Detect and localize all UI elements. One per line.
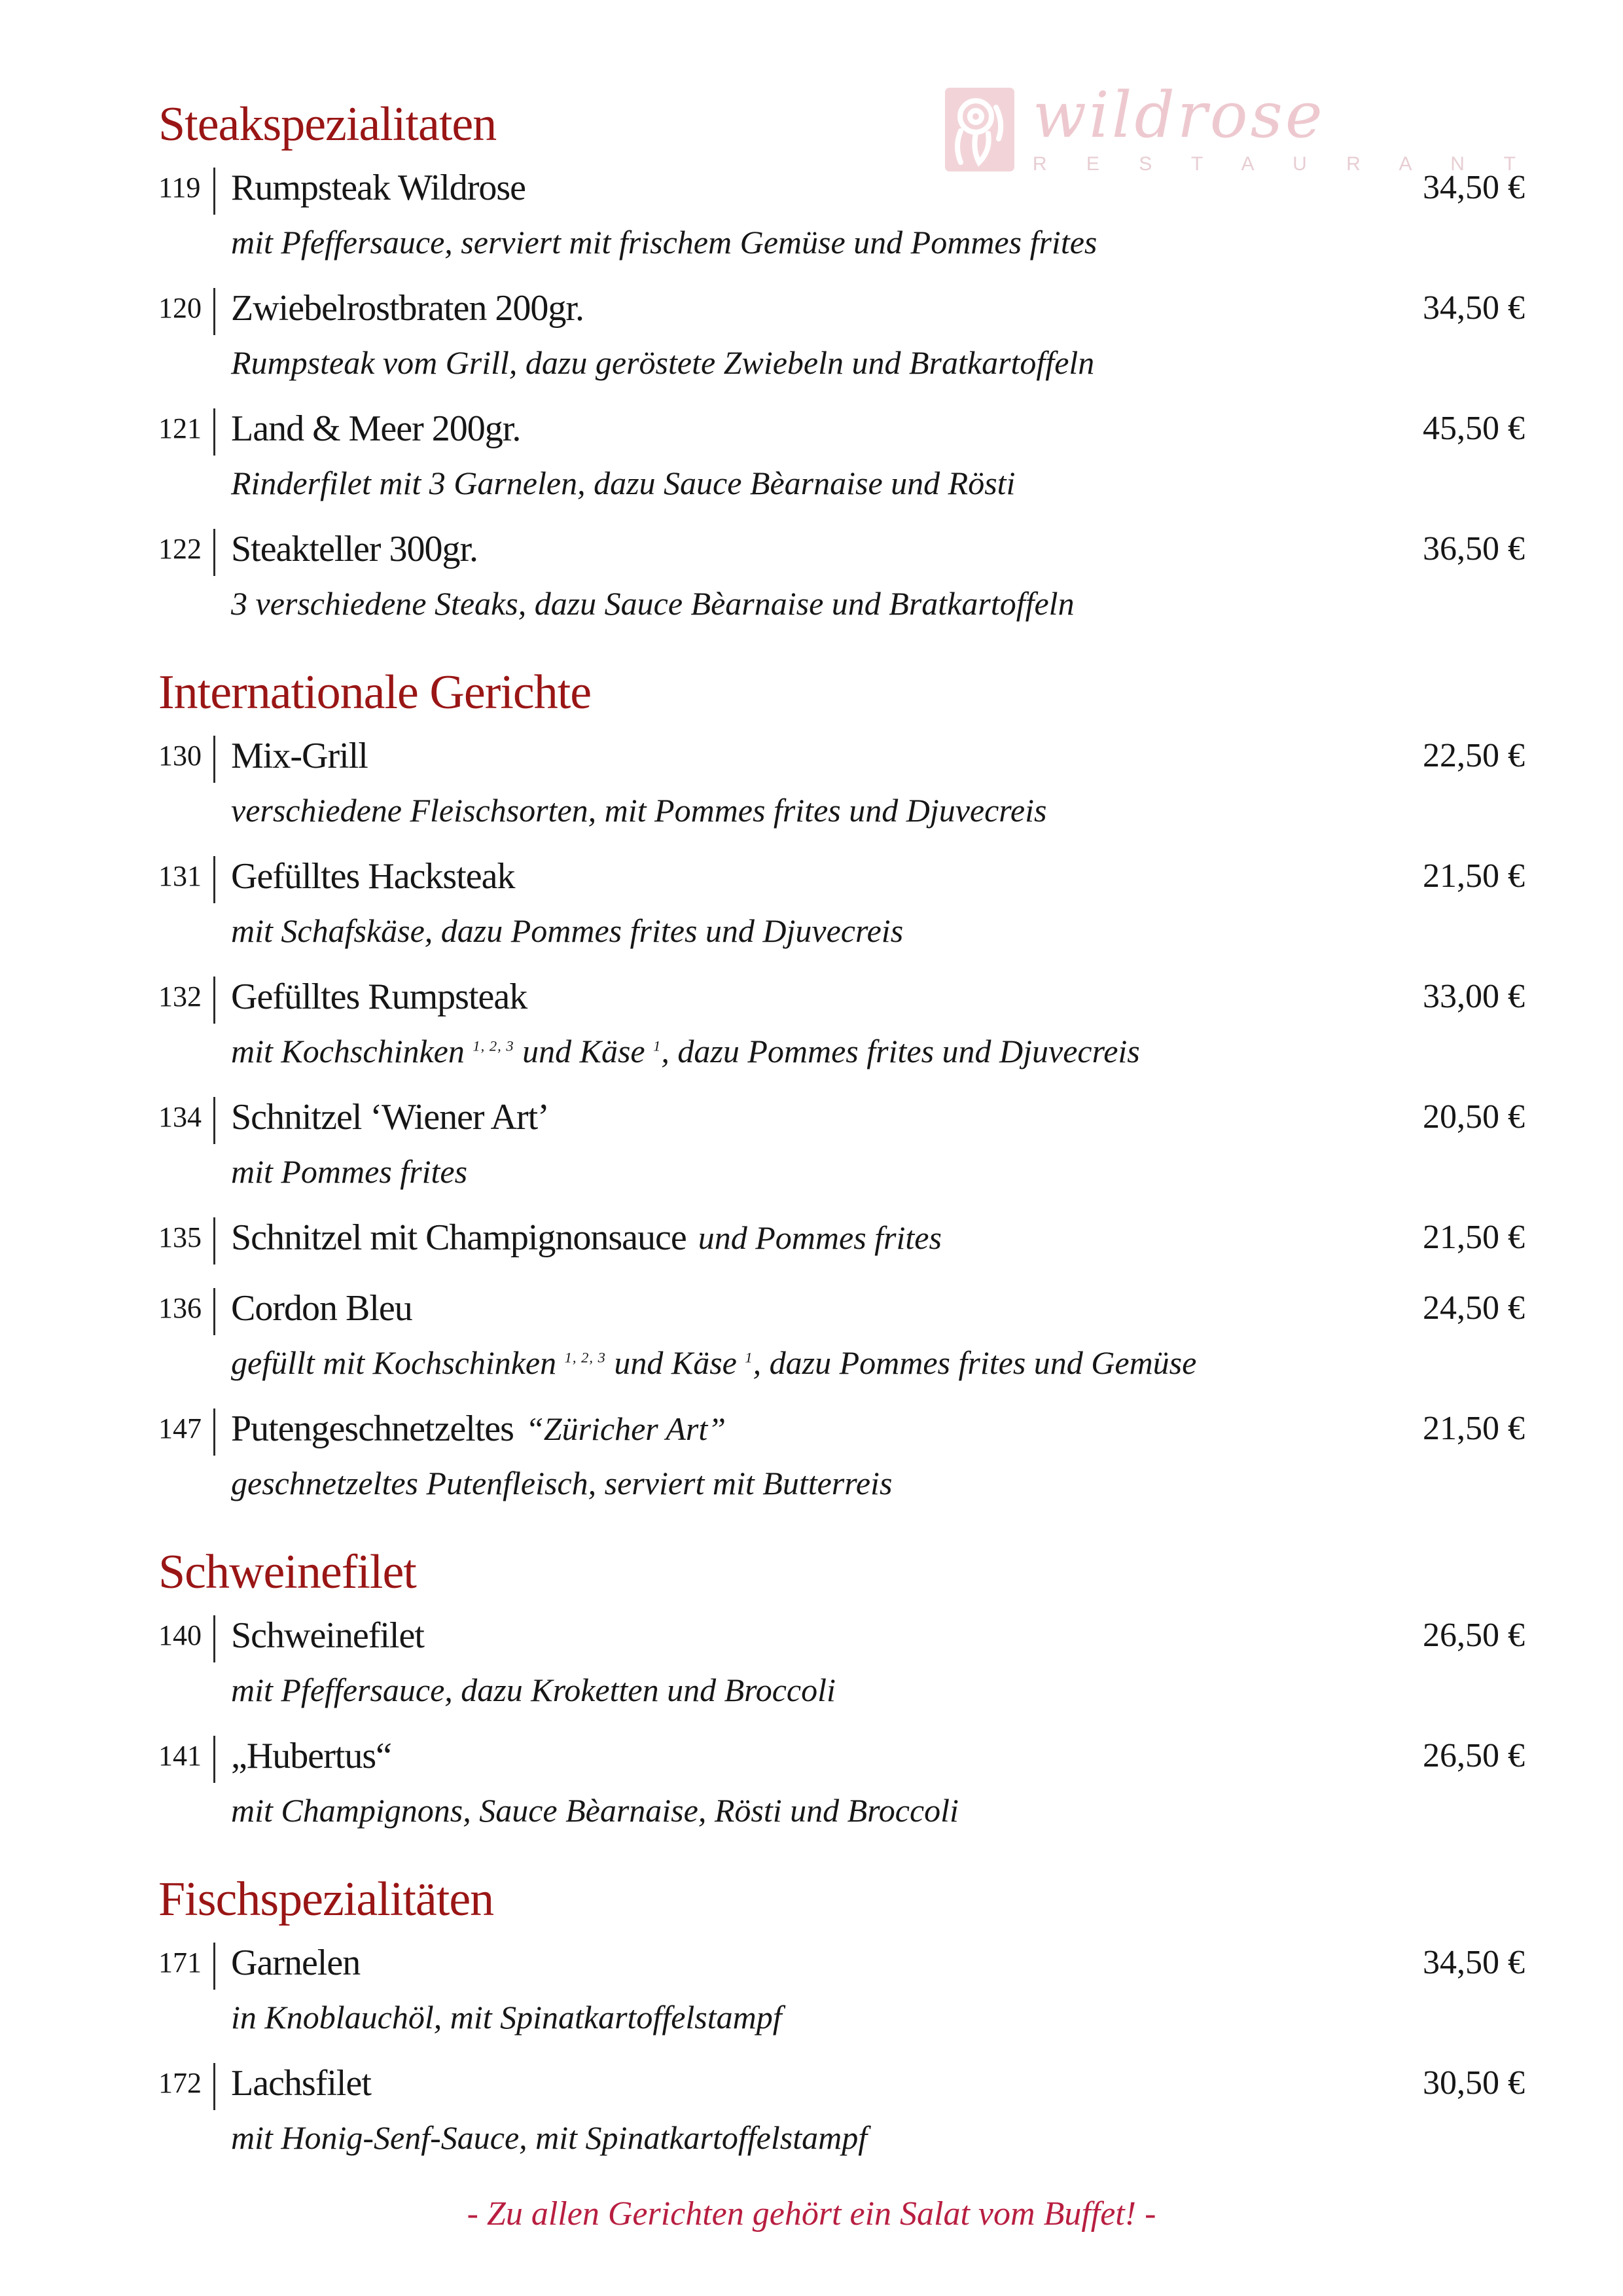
item-description: in Knoblauchöl, mit Spinatkartoffelstampf	[231, 1999, 782, 2036]
item-number: 131	[158, 860, 202, 892]
item-separator	[213, 856, 215, 903]
item-description: Rumpsteak vom Grill, dazu geröstete Zwiebeln und Bratkartoffeln	[231, 344, 1095, 381]
item-description: mit Schafskäse, dazu Pommes frites und Djuvecreis	[231, 912, 904, 949]
item-description: mit Champignons, Sauce Bèarnaise, Rösti und Broccoli	[231, 1792, 959, 1829]
item-head	[158, 1614, 1525, 1662]
item-separator	[213, 736, 215, 783]
item-description: 3 verschiedene Steaks, dazu Sauce Bèarnaise und Bratkartoffeln	[231, 585, 1075, 622]
rose-icon	[945, 88, 1014, 171]
item-separator	[213, 1615, 215, 1662]
item-head	[158, 1941, 1525, 1990]
menu-item	[158, 1941, 1525, 2039]
section-items	[158, 734, 1525, 1505]
menu-section	[158, 1868, 1525, 2160]
item-number: 135	[158, 1221, 202, 1253]
item-number: 119	[158, 171, 201, 204]
item-price: 20,50 €	[1423, 1098, 1525, 1136]
item-description: mit Pfeffersauce, dazu Kroketten und Broccoli	[231, 1672, 836, 1708]
menu-item	[158, 528, 1525, 626]
item-number: 130	[158, 740, 202, 772]
item-head	[158, 528, 1525, 576]
item-head	[158, 1216, 1525, 1265]
item-number: 147	[158, 1412, 202, 1444]
item-name: Schweinefilet	[231, 1615, 424, 1656]
menu-item	[158, 1734, 1525, 1833]
item-name: „Hubertus“	[231, 1736, 392, 1776]
section-title: Internationale Gerichte	[158, 666, 592, 719]
item-price: 22,50 €	[1423, 737, 1525, 774]
item-price: 34,50 €	[1423, 169, 1525, 206]
item-price: 21,50 €	[1423, 1410, 1525, 1447]
menu-item	[158, 1216, 1525, 1265]
item-name: Zwiebelrostbraten 200gr.	[231, 288, 584, 329]
item-price: 34,50 €	[1423, 1944, 1525, 1981]
item-head	[158, 287, 1525, 335]
menu-item	[158, 1096, 1525, 1194]
item-description: mit Pommes frites	[231, 1153, 468, 1190]
item-price: 33,00 €	[1423, 978, 1525, 1015]
item-number: 122	[158, 533, 202, 565]
item-name: Schnitzel ‘Wiener Art’	[231, 1097, 549, 1138]
item-separator	[213, 168, 215, 215]
item-name: Lachsfilet	[231, 2063, 371, 2104]
item-separator	[213, 529, 215, 576]
menu-item	[158, 287, 1525, 385]
item-name-suffix: “Züricher Art”	[525, 1410, 726, 1447]
item-number: 140	[158, 1619, 202, 1651]
item-description: mit Kochschinken $^{1, 2, 3}$ und Käse $^1$, dazu Pommes frites und Djuvecreis	[231, 1033, 1140, 1069]
item-head	[158, 2062, 1525, 2110]
item-name: Cordon Bleu	[231, 1288, 412, 1329]
menu-item	[158, 734, 1525, 833]
item-number: 121	[158, 412, 202, 444]
section-items	[158, 1941, 1525, 2160]
item-number: 136	[158, 1292, 202, 1324]
item-separator	[213, 288, 215, 335]
item-head	[158, 407, 1525, 456]
item-number: 132	[158, 980, 202, 1013]
item-separator	[213, 408, 215, 456]
item-number: 171	[158, 1946, 202, 1979]
section-title: Fischspezialitäten	[158, 1873, 494, 1926]
item-number: 141	[158, 1740, 202, 1772]
item-head	[158, 1096, 1525, 1144]
item-head	[158, 734, 1525, 783]
section-title: Steakspezialitaten	[158, 98, 497, 151]
item-name-suffix: und Pommes frites	[698, 1219, 942, 1256]
item-price: 36,50 €	[1423, 530, 1525, 567]
item-description: Rinderfilet mit 3 Garnelen, dazu Sauce Bèarnaise und Rösti	[231, 465, 1016, 501]
item-price: 34,50 €	[1423, 289, 1525, 327]
item-name: Steakteller 300gr.	[231, 529, 478, 569]
item-name: Mix-Grill	[231, 736, 368, 776]
menu-item	[158, 2062, 1525, 2160]
item-separator	[213, 1217, 215, 1265]
item-number: 172	[158, 2067, 202, 2099]
section-items	[158, 166, 1525, 626]
item-name: Land & Meer 200gr.	[231, 408, 521, 449]
item-description: verschiedene Fleischsorten, mit Pommes frites und Djuvecreis	[231, 792, 1047, 829]
item-price: 24,50 €	[1423, 1289, 1525, 1327]
item-separator	[213, 1097, 215, 1144]
item-name: Rumpsteak Wildrose	[231, 168, 526, 208]
menu-section	[158, 661, 1525, 1505]
item-separator	[213, 1943, 215, 1990]
item-head	[158, 1287, 1525, 1335]
item-description: mit Pfeffersauce, serviert mit frischem Gemüse und Pommes frites	[231, 224, 1097, 260]
item-description: mit Honig-Senf-Sauce, mit Spinatkartoffelstampf	[231, 2119, 868, 2156]
item-description: geschnetzeltes Putenfleisch, serviert mit Butterreis	[231, 1465, 893, 1501]
menu-item	[158, 1614, 1525, 1712]
item-price: 21,50 €	[1423, 1219, 1525, 1256]
logo-text	[1032, 79, 1533, 175]
logo-wordmark: wildrose	[1032, 79, 1325, 152]
item-name: Putengeschnetzeltes	[231, 1408, 514, 1449]
item-separator	[213, 1408, 215, 1456]
item-name: Schnitzel mit Champignonsauce	[231, 1217, 687, 1258]
menu-section	[158, 1541, 1525, 1833]
menu-item	[158, 855, 1525, 953]
menu-item	[158, 1287, 1525, 1385]
item-separator	[213, 2063, 215, 2110]
item-description: gefüllt mit Kochschinken $^{1, 2, 3}$ und Käse $^1$, dazu Pommes frites und Gemüse	[231, 1344, 1197, 1381]
item-price: 26,50 €	[1423, 1737, 1525, 1774]
section-title: Schweinefilet	[158, 1545, 416, 1599]
item-name: Gefülltes Rumpsteak	[231, 977, 527, 1017]
item-separator	[213, 977, 215, 1024]
item-head	[158, 855, 1525, 903]
item-price: 21,50 €	[1423, 857, 1525, 895]
item-head	[158, 1734, 1525, 1783]
restaurant-logo	[945, 79, 1533, 175]
menu-sections	[158, 93, 1525, 2160]
item-head	[158, 1407, 1525, 1456]
item-price: 26,50 €	[1423, 1617, 1525, 1654]
menu-item	[158, 407, 1525, 505]
item-name: Garnelen	[231, 1943, 361, 1983]
item-separator	[213, 1288, 215, 1335]
item-separator	[213, 1736, 215, 1783]
item-name: Gefülltes Hacksteak	[231, 856, 515, 897]
section-items	[158, 1614, 1525, 1833]
footer-note: - Zu allen Gerichten gehört ein Salat vom Buffet! -	[467, 2195, 1156, 2233]
item-head	[158, 975, 1525, 1024]
item-number: 134	[158, 1101, 202, 1133]
logo-subtitle: R E S T A U R A N T	[1032, 153, 1533, 175]
menu-item	[158, 1407, 1525, 1505]
item-number: 120	[158, 292, 202, 324]
item-price: 45,50 €	[1423, 410, 1525, 447]
menu-item	[158, 975, 1525, 1073]
item-price: 30,50 €	[1423, 2064, 1525, 2102]
menu-item	[158, 166, 1525, 264]
